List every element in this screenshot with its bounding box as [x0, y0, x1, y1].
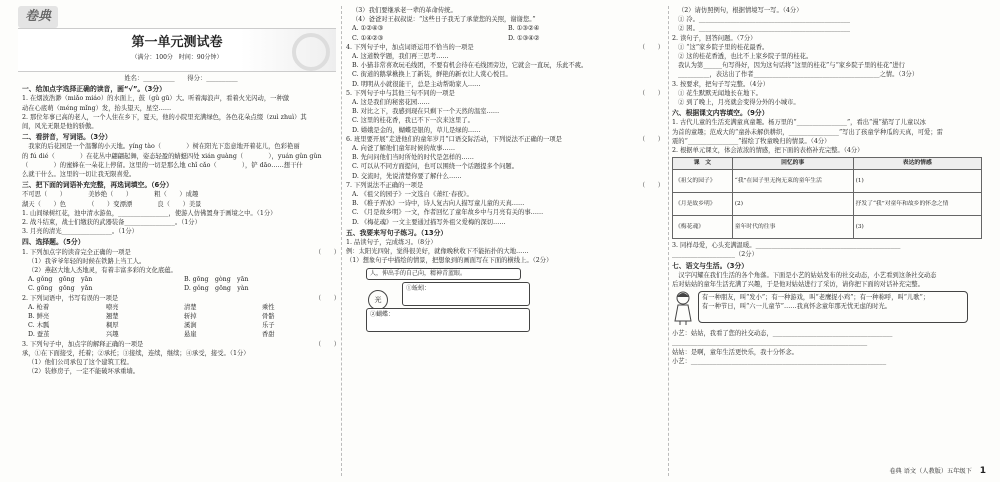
column-right [672, 6, 982, 366]
question-line: 小艺：姑姑，我看了您的社交动态，______________________________________ [672, 330, 893, 338]
option-choice[interactable]: B. 鲜亮 [28, 313, 50, 321]
question-line: 1. 古代儿童的生活充满童真童趣。杨万里的“________________”，看出“漫”描写了儿童以冰 [672, 119, 926, 127]
question-line: 么就干什么。这里的一切让我无限喜爱。 [22, 171, 136, 179]
question-line: 例：太阳光四射，觉得很美好，就像晚秋收下不能拓扑的大地…… [346, 248, 529, 256]
sub-item: ① 冷。________________________________________________ [678, 16, 851, 24]
sub-item: ① 花生默默无闻地长在地下。 [678, 89, 762, 97]
answer-box-1[interactable]: ①蚯蚓： [402, 282, 530, 306]
table-cell[interactable]: (1) [853, 170, 981, 193]
post-bubble [698, 291, 968, 323]
question-line: 承，①在下面接受，托着；②承托；③接续，连续，继续；④承受，接受。（1分） [22, 349, 250, 357]
question-line: 震的“________________”描绘了牧童晚归的情景。（4分） [672, 137, 831, 145]
section-heading: 五、我要来写句子练习。（13分） [346, 228, 448, 237]
name-score-line[interactable]: 姓名：__________ 得分：__________ [124, 75, 238, 82]
footer-subject: 语文（人教版）五年级下 [903, 467, 972, 475]
option-choice[interactable]: C. 木瓢 [28, 322, 50, 330]
option-row [22, 312, 340, 321]
option-word: 清楚 [184, 303, 197, 311]
question-line: 1. 山间绿树红花，池中清水游鱼，________________，使游人仿佛置身于画境之中。（1分） [22, 209, 277, 217]
question-line: 汉字闪耀在我们生活的各个角落。下面是小艺的姑姑发布的社交动态，小艺看到这条社交动态 [672, 271, 937, 279]
sub-item: B. 小猫非常喜欢玩毛线团，不要有机会待在毛线团旁边，它就会一直玩，乐此不疲。 [352, 62, 588, 70]
option-word: 香甜 [262, 331, 275, 339]
title-banner [18, 28, 336, 72]
option-choice[interactable]: A. gǒng gōng yān [28, 276, 93, 284]
table-row [673, 193, 982, 216]
sub-item: C. 可以从不同方面提问，也可以围绕一个话题提多个问题。 [352, 163, 519, 171]
sub-item: （2）燕赵大地人杰地灵，有着丰富多彩的文化底蕴。 [28, 267, 177, 275]
sub-item: ② 困。________________________________________________ [678, 25, 851, 33]
sub-item: A. 《祖父的园子》一文选自《萧红·春夜》。 [352, 191, 473, 199]
table-header: 回忆的事 [732, 158, 853, 170]
sub-item: （1）他们公司承包了这个建筑工程。 [28, 359, 133, 367]
question-line: 小艺：______________________________________________________________ [672, 357, 887, 365]
question-line: （1）想象句子中描绘的情景，把想象到的画面写在下面的横线上。（2分） [346, 257, 553, 265]
post-line: 有一种朋友，叫“发小”；有一种游戏，叫“老鹰捉小鸡”；有一种称呼，叫“儿歌”； [702, 294, 930, 302]
section-heading: 三、把下面的词语补充完整，再选词填空。（6分） [22, 181, 173, 190]
question-line: 后对姑姑的童年生活充满了兴趣，于是他对姑姑进行了采访，请你把下面的对话补充完整。 [672, 281, 924, 289]
sub-item: B. 先问问他们当时所处的时代是怎样的…… [352, 154, 474, 162]
option-choice[interactable]: D. 蚕茧 [28, 331, 50, 339]
question-line: 1. 在烟波浩渺（miǎo miáo）的水面上，鼓（gǔ gū）大。听着海浪声，看着火光闪动，一种激 [22, 95, 290, 103]
question-text: 7. 下列说法不正确的一项是 [346, 181, 424, 189]
option-choice[interactable]: A. 枪着 [28, 303, 50, 311]
question-line: （ ）的蜜蜂在一朵花上停留。这里的一切是那么地 chǐ cǎo（ ），铲 dāo……想干什 [22, 161, 303, 169]
option-choice[interactable]: B. gōng gòng yān [184, 276, 249, 284]
question-line [346, 181, 664, 190]
table-cell: 童年时代的往事 [732, 216, 853, 239]
section-heading: 六、根据课文内容填空。（9分） [672, 109, 769, 118]
question-line: 的 fú dié（ ）在花丛中翩翩起舞，姿态轻盈的蜻蜓四处 xián guàng（ ），yuán gǔn gǔn [22, 152, 322, 160]
answer-paren[interactable]: （ ） [638, 89, 664, 97]
section-heading: 四、选择题。（5分） [22, 238, 85, 247]
question-line: 间，风光无限是他的骄傲。 [22, 123, 98, 131]
option-row [22, 303, 340, 312]
sub-item: C. 这里的桂花香，我已不下一次来这里了。 [352, 117, 474, 125]
sub-item: ① “这”家乡院子里的桂花最香。 [678, 43, 769, 51]
sub-item: D. 嫦娥是金的，蝴蝶是银的，草儿是绿的…… [352, 126, 481, 134]
option-row [22, 321, 340, 330]
section-heading: 二、看拼音，写词语。（3分） [22, 133, 112, 142]
sub-item: A. 这是我们的秘密花园…… [352, 99, 430, 107]
question-line: 2. 读句子，回答问题。（7分） [672, 34, 757, 42]
option-word: 乘性 [262, 303, 275, 311]
question-line: 为首的童趣；范成大的“童孙未解供耕织，________________”写出了孩童学种瓜的天真，可爱；雷 [672, 128, 943, 136]
table-row [673, 216, 982, 239]
page-subtitle: （满分：100分 时间：90分钟） [131, 54, 223, 61]
question-line: ______________________________________________________________ [672, 339, 868, 347]
sub-item: A. 这道数学题，我们再三思考…… [352, 53, 449, 61]
sub-item: D. 交流时，先说清楚你要了解什么…… [352, 172, 462, 180]
sub-item: ② 到了晚上，月亮就会变得分外的小城市。 [678, 99, 800, 107]
answer-paren[interactable]: （ ） [314, 248, 340, 256]
social-post [672, 291, 982, 327]
option-row [22, 275, 340, 284]
option-word: 骨骼 [262, 313, 275, 321]
question-text: 4. 下列句子中，加点词语运用不恰当的一项是 [346, 43, 474, 51]
table-cell: 《月是故乡明》 [673, 193, 733, 216]
option-word: 稠厚 [106, 322, 119, 330]
sub-item: C. 《月是故乡明》一文，作者回忆了童年故乡中与月亮有关的事…… [352, 209, 544, 217]
post-line: 有一种节日，叫“六一儿童节”……我真怀念童年那无忧无虑的时光。 [702, 303, 892, 311]
sub-item: （2）请仿照例句，根据情境写一写。（4分） [678, 7, 803, 14]
option-row [22, 330, 340, 339]
illustration-exercise [346, 266, 664, 332]
table-cell[interactable]: (3) [853, 216, 981, 239]
question-line: 2. 战斗结束，战士们缴获的武器装备________________。（1分） [22, 219, 201, 227]
sub-item: （3）我们要继承老一辈的革命传统。 [352, 7, 457, 14]
option-word: 乐子 [262, 322, 275, 330]
sub-item: D. 明明从小就很能干，总是主动帮助家人…… [352, 80, 481, 88]
table-cell: 《梅花魂》 [673, 216, 733, 239]
option-choice[interactable]: A. ①②④③ [352, 25, 384, 33]
table-row [673, 170, 982, 193]
table-cell: 《祖父的园子》 [673, 170, 733, 193]
page-footer [889, 467, 986, 476]
option-choice[interactable]: D. ①③④② [508, 34, 540, 42]
option-word: 斩掉 [184, 313, 197, 321]
option-word: 嘹亮 [106, 303, 119, 311]
option-word: 溪涧 [184, 322, 197, 330]
question-text: 1. 下列加点字的读音完全正确的一项是 [22, 248, 131, 256]
question-line: 姑姑：是啊，童年生活更快乐，我十分怀念。 [672, 348, 798, 356]
option-row [22, 284, 340, 293]
section-heading: 一、给加点字选择正确的读音，画“√”。（3分） [22, 85, 166, 94]
column-divider [668, 6, 669, 476]
sub-item: A. 向爸了解他们童年时候的故事…… [352, 145, 456, 153]
question-line: 动在心底萌（méng mǐng）发，抬头望天，星空…… [22, 104, 172, 112]
option-word: 翘楚 [106, 313, 119, 321]
option-choice[interactable]: C. gōng gōng yǎn [28, 285, 93, 293]
question-text: 3. 下列句子中，加点字的解释正确的一项是 [22, 340, 144, 348]
brand-logo: 卷典 [18, 6, 58, 28]
question-line [22, 340, 340, 349]
question-text: 5. 下列句子中与其他三句不同的一项是 [346, 89, 455, 97]
column-middle [346, 6, 664, 332]
swirl-icon [292, 33, 330, 71]
question-line [22, 294, 340, 303]
sub-item: （2）装修房子，一定不能破坏承重墙。 [28, 368, 140, 376]
table-cell: “我”在园子里无拘无束的童年生活 [732, 170, 853, 193]
option-row [346, 24, 664, 33]
sub-item: __________，表达出了作者________________________________________之情。（3分） [678, 71, 919, 79]
sub-item: ② 这的桂花香透，也比不上家乡院子里的桂花。 [678, 53, 813, 61]
column-left [22, 72, 340, 377]
question-line [346, 89, 664, 98]
column-divider [341, 6, 342, 476]
answer-paren[interactable]: （ ） [638, 43, 664, 51]
sub-item: B. 对比之下，我感到现在只剩下一个天然的温室…… [352, 108, 500, 116]
sub-item: （4）爸爸对王叔叔说：“这些日子我无了承蒙您的关照，谢谢您。” [352, 16, 536, 24]
sun-icon: 光 [368, 290, 388, 310]
question-line: 2. 那位年事已高的老人，一个人住在乡下，夏天，他的小院里充满绿色，各色花朵点缀（zuì zhuì）其 [22, 113, 307, 121]
page-number: 1 [979, 465, 986, 476]
figure-caption: 人，伸出手的自己向，精神青蓝眼。 [366, 268, 521, 280]
table-header: 表达的情感 [853, 158, 981, 170]
table-header: 课 文 [673, 158, 733, 170]
sub-item: （1）我爷爷年轻的时候在铁路上当工人。 [28, 257, 146, 265]
answer-paren[interactable]: （ ） [314, 340, 340, 348]
question-line: 湖天（ ）色 （ ）变漂漂 良（ ）美景 [22, 200, 202, 208]
answer-box-2[interactable]: ②蝴蝶： [366, 308, 530, 332]
question-line: 我家的后花园是一个温馨的小天地。yíng tào（ ）树在阳光下恣意地开着花儿，色彩艳丽 [22, 143, 300, 151]
question-line: 3. 月亮的清光________________。（1分） [22, 228, 138, 236]
option-choice[interactable]: B. ①③②④ [508, 25, 540, 33]
answer-paren[interactable]: （ ） [314, 294, 340, 302]
sub-item: B. 《稚子弄冰》一诗中，诗人复古向人描写童儿童的天真…… [352, 200, 525, 208]
option-row [346, 34, 664, 43]
option-choice[interactable]: C. ①④②③ [352, 34, 384, 42]
question-line: 3. 按要求，把句子写完整。（4分） [672, 80, 770, 88]
option-word: 兴趣 [106, 331, 119, 339]
sub-item: 我认为第______句写得好，因为这句话将“这里的桂花”与“家乡院子里的桂花”进行 [678, 62, 905, 70]
sub-item: D. 《梅花魂》一文主要通过描写外祖父爱梅的深切…… [352, 218, 506, 226]
question-text: 6. 班里要开展“走进他们的童年岁月”口语交际活动，下列说法不正确的一项是 [346, 135, 562, 143]
question-line: 3. 同样母爱，心头充满温暖。______________________________________________ [672, 242, 901, 250]
question-line: ____________________（2分） [672, 251, 758, 259]
question-line [346, 135, 664, 144]
table-cell[interactable]: (2) [732, 193, 853, 216]
answer-paren[interactable]: （ ） [638, 181, 664, 189]
question-line: 2. 根据单元课文，体会浓浓的情感，把下面的表格补充完整。（4分） [672, 147, 864, 155]
option-word: 悬崖 [184, 331, 197, 339]
question-line [346, 43, 664, 52]
question-text: 2. 下列词语中，书写有误的一项是 [22, 294, 119, 302]
question-line [22, 248, 340, 257]
question-line: 不可思（ ） 美妙绝（ ） 粗（ ）成趣 [22, 191, 199, 199]
option-choice[interactable]: D. gǒng gōng yàn [184, 285, 249, 293]
girl-icon [672, 291, 694, 325]
page-title: 第一单元测试卷 [131, 35, 223, 50]
question-line: 1. 品读句子，完成练习。（8分） [346, 239, 437, 247]
sub-item: C. 街道的鹅掌楸换上了新装，鲜艳的新衣让人赏心悦目。 [352, 71, 512, 79]
footer-brand: 卷典 [889, 467, 902, 475]
section-heading: 七、语文与生活。（3分） [672, 261, 749, 270]
emotion-table [672, 157, 982, 239]
answer-paren[interactable]: （ ） [638, 135, 664, 143]
table-cell: 抒发了“我”对童年和故乡的怀念之情 [853, 193, 981, 216]
